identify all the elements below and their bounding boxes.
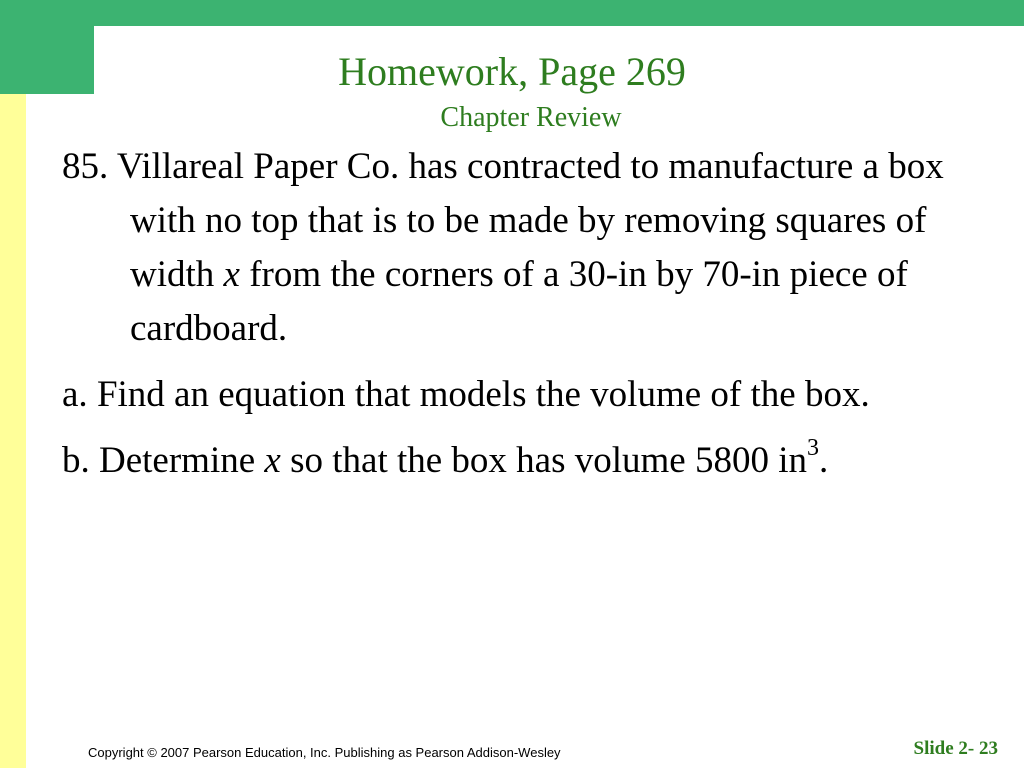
- problem-number: 85.: [62, 146, 109, 187]
- part-b-end: .: [819, 440, 829, 481]
- problem-variable: x: [223, 254, 240, 295]
- slide-title: Homework, Page 269: [338, 49, 686, 94]
- left-accent-bar: [0, 94, 26, 768]
- part-b-text-after-variable: so that the box has volume 5800 in: [290, 440, 808, 481]
- problem-statement: [62, 140, 962, 356]
- part-b-text-before-variable: Determine: [99, 440, 256, 481]
- problem-text-before-variable: Villareal Paper Co. has contracted to manufacture a box with no top that is to be made by removing squares of width: [116, 146, 944, 295]
- problem-text-after-variable: from the corners of a 30-in by 70-in piece of cardboard.: [130, 254, 908, 349]
- part-b-exponent: 3: [807, 434, 820, 461]
- copyright-notice: Copyright © 2007 Pearson Education, Inc. Publishing as Pearson Addison-Wesley: [88, 745, 561, 760]
- slide-body: [62, 140, 962, 500]
- slide-subtitle: Chapter Review: [440, 102, 622, 133]
- part-a-text: Find an equation that models the volume of the box.: [96, 374, 870, 415]
- part-b-label: b.: [62, 440, 90, 481]
- part-a-label: a.: [62, 374, 88, 415]
- part-a: [62, 368, 962, 422]
- part-b: [62, 434, 962, 488]
- part-b-variable: x: [264, 440, 281, 481]
- top-accent-bar: [94, 0, 1024, 26]
- slide-number: Slide 2- 23: [913, 738, 998, 759]
